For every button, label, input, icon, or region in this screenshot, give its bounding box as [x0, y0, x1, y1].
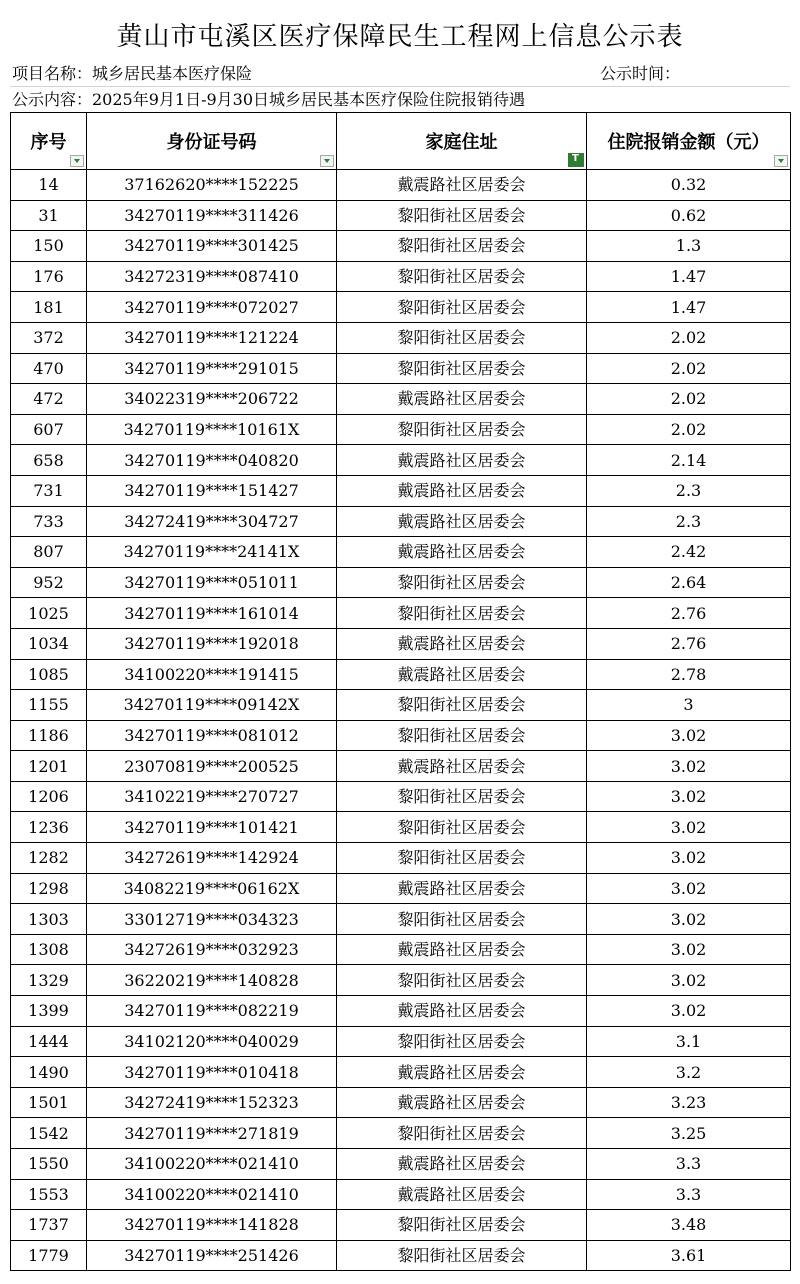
cell-index: 1303 — [11, 904, 87, 935]
cell-amount: 3.02 — [587, 965, 791, 996]
cell-amount: 2.02 — [587, 414, 791, 445]
cell-amount: 2.78 — [587, 659, 791, 690]
cell-address: 黎阳街社区居委会 — [337, 231, 587, 262]
cell-address: 戴震路社区居委会 — [337, 506, 587, 537]
cell-address: 戴震路社区居委会 — [337, 170, 587, 201]
cell-index: 1236 — [11, 812, 87, 843]
cell-address: 黎阳街社区居委会 — [337, 292, 587, 323]
table-row — [11, 475, 791, 506]
cell-address: 戴震路社区居委会 — [337, 537, 587, 568]
cell-index: 1550 — [11, 1149, 87, 1180]
cell-address: 戴震路社区居委会 — [337, 628, 587, 659]
cell-amount: 3.02 — [587, 873, 791, 904]
cell-id-number: 34270119****24141X — [87, 537, 337, 568]
cell-id-number: 33012719****034323 — [87, 904, 337, 935]
table-row — [11, 751, 791, 782]
table-row — [11, 628, 791, 659]
cell-id-number: 34270119****192018 — [87, 628, 337, 659]
data-table — [10, 112, 791, 1271]
cell-address: 黎阳街社区居委会 — [337, 261, 587, 292]
cell-amount: 3.25 — [587, 1118, 791, 1149]
cell-amount: 3.61 — [587, 1240, 791, 1271]
table-row — [11, 1240, 791, 1271]
cell-index: 1282 — [11, 843, 87, 874]
cell-index: 1155 — [11, 690, 87, 721]
table-row — [11, 506, 791, 537]
cell-amount: 2.42 — [587, 537, 791, 568]
cell-amount: 0.32 — [587, 170, 791, 201]
cell-id-number: 34270119****082219 — [87, 996, 337, 1027]
cell-index: 1542 — [11, 1118, 87, 1149]
cell-address: 黎阳街社区居委会 — [337, 200, 587, 231]
cell-index: 472 — [11, 384, 87, 415]
cell-index: 176 — [11, 261, 87, 292]
table-row — [11, 322, 791, 353]
table-row — [11, 843, 791, 874]
cell-amount: 3.3 — [587, 1149, 791, 1180]
cell-index: 470 — [11, 353, 87, 384]
cell-address: 戴震路社区居委会 — [337, 445, 587, 476]
cell-id-number: 34270119****10161X — [87, 414, 337, 445]
table-row — [11, 904, 791, 935]
cell-amount: 3.02 — [587, 812, 791, 843]
publish-content: 公示内容：2025年9月1日-9月30日城乡居民基本医疗保险住院报销待遇 — [12, 90, 526, 109]
cell-address: 黎阳街社区居委会 — [337, 843, 587, 874]
table-row — [11, 720, 791, 751]
cell-address: 黎阳街社区居委会 — [337, 1026, 587, 1057]
table-row — [11, 353, 791, 384]
cell-amount: 2.02 — [587, 384, 791, 415]
cell-id-number: 34270119****291015 — [87, 353, 337, 384]
cell-amount: 3.23 — [587, 1087, 791, 1118]
cell-index: 1399 — [11, 996, 87, 1027]
header-cell-id — [87, 113, 337, 170]
cell-index: 372 — [11, 322, 87, 353]
table-header-row — [11, 113, 791, 170]
cell-address: 黎阳街社区居委会 — [337, 567, 587, 598]
header-cell-amount — [587, 113, 791, 170]
cell-id-number: 34272319****087410 — [87, 261, 337, 292]
cell-amount: 2.64 — [587, 567, 791, 598]
cell-id-number: 34100220****021410 — [87, 1179, 337, 1210]
cell-index: 1085 — [11, 659, 87, 690]
cell-address: 黎阳街社区居委会 — [337, 353, 587, 384]
cell-index: 31 — [11, 200, 87, 231]
cell-index: 150 — [11, 231, 87, 262]
table-row — [11, 1210, 791, 1241]
cell-index: 1779 — [11, 1240, 87, 1271]
cell-amount: 2.76 — [587, 628, 791, 659]
table-row — [11, 200, 791, 231]
cell-address: 黎阳街社区居委会 — [337, 322, 587, 353]
cell-id-number: 34270119****151427 — [87, 475, 337, 506]
cell-index: 1444 — [11, 1026, 87, 1057]
cell-address: 黎阳街社区居委会 — [337, 812, 587, 843]
table-body — [11, 170, 791, 1271]
header-cell-index — [11, 113, 87, 170]
cell-amount: 3.02 — [587, 751, 791, 782]
cell-id-number: 34270119****010418 — [87, 1057, 337, 1088]
cell-id-number: 34102219****270727 — [87, 781, 337, 812]
cell-id-number: 34100220****021410 — [87, 1149, 337, 1180]
cell-amount: 3.02 — [587, 996, 791, 1027]
cell-amount: 2.3 — [587, 506, 791, 537]
header-label-index: 序号 — [30, 132, 67, 153]
cell-address: 黎阳街社区居委会 — [337, 690, 587, 721]
table-row — [11, 873, 791, 904]
cell-address: 黎阳街社区居委会 — [337, 1240, 587, 1271]
table-row — [11, 292, 791, 323]
cell-amount: 2.02 — [587, 322, 791, 353]
header-cell-address — [337, 113, 587, 170]
cell-address: 黎阳街社区居委会 — [337, 781, 587, 812]
cell-id-number: 34270119****101421 — [87, 812, 337, 843]
cell-id-number: 34270119****161014 — [87, 598, 337, 629]
cell-id-number: 34270119****040820 — [87, 445, 337, 476]
cell-amount: 1.47 — [587, 261, 791, 292]
cell-address: 戴震路社区居委会 — [337, 659, 587, 690]
cell-index: 607 — [11, 414, 87, 445]
table-row — [11, 996, 791, 1027]
cell-address: 戴震路社区居委会 — [337, 1179, 587, 1210]
cell-index: 1186 — [11, 720, 87, 751]
table-row — [11, 1026, 791, 1057]
cell-index: 1501 — [11, 1087, 87, 1118]
table-row — [11, 261, 791, 292]
cell-address: 戴震路社区居委会 — [337, 1057, 587, 1088]
cell-id-number: 34272419****152323 — [87, 1087, 337, 1118]
cell-id-number: 37162620****152225 — [87, 170, 337, 201]
cell-id-number: 34270119****251426 — [87, 1240, 337, 1271]
table-row — [11, 445, 791, 476]
cell-id-number: 34270119****081012 — [87, 720, 337, 751]
cell-amount: 3.02 — [587, 904, 791, 935]
table-row — [11, 1149, 791, 1180]
table-row — [11, 659, 791, 690]
cell-id-number: 34270119****271819 — [87, 1118, 337, 1149]
table-row — [11, 598, 791, 629]
cell-address: 戴震路社区居委会 — [337, 475, 587, 506]
cell-index: 952 — [11, 567, 87, 598]
cell-id-number: 34270119****051011 — [87, 567, 337, 598]
cell-index: 731 — [11, 475, 87, 506]
cell-id-number: 34270119****072027 — [87, 292, 337, 323]
table-row — [11, 781, 791, 812]
cell-index: 1490 — [11, 1057, 87, 1088]
filter-dropdown-icon[interactable] — [774, 155, 788, 167]
filter-dropdown-icon[interactable] — [70, 155, 84, 167]
table-row — [11, 567, 791, 598]
cell-id-number: 23070819****200525 — [87, 751, 337, 782]
cell-index: 1553 — [11, 1179, 87, 1210]
cell-index: 1329 — [11, 965, 87, 996]
header-label-address: 家庭住址 — [425, 132, 498, 153]
header-label-amount: 住院报销金额（元） — [607, 132, 770, 153]
cell-amount: 3.02 — [587, 720, 791, 751]
table-row — [11, 1057, 791, 1088]
cell-amount: 2.3 — [587, 475, 791, 506]
cell-index: 1201 — [11, 751, 87, 782]
cell-amount: 1.47 — [587, 292, 791, 323]
cell-amount: 3.02 — [587, 781, 791, 812]
filter-dropdown-icon[interactable] — [320, 155, 334, 167]
table-row — [11, 537, 791, 568]
cell-address: 戴震路社区居委会 — [337, 1087, 587, 1118]
cell-id-number: 34272619****032923 — [87, 934, 337, 965]
table-row — [11, 384, 791, 415]
cell-id-number: 34272619****142924 — [87, 843, 337, 874]
cell-amount: 2.14 — [587, 445, 791, 476]
cell-index: 1206 — [11, 781, 87, 812]
table-row — [11, 231, 791, 262]
cell-id-number: 34270119****09142X — [87, 690, 337, 721]
header-label-id: 身份证号码 — [166, 132, 257, 153]
cell-amount: 0.62 — [587, 200, 791, 231]
cell-amount: 3.3 — [587, 1179, 791, 1210]
table-row — [11, 934, 791, 965]
cell-address: 黎阳街社区居委会 — [337, 414, 587, 445]
cell-index: 14 — [11, 170, 87, 201]
table-row — [11, 1087, 791, 1118]
cell-amount: 3 — [587, 690, 791, 721]
cell-amount: 3.02 — [587, 843, 791, 874]
cell-amount: 1.3 — [587, 231, 791, 262]
cell-index: 1025 — [11, 598, 87, 629]
cell-amount: 2.02 — [587, 353, 791, 384]
table-row — [11, 812, 791, 843]
cell-address: 黎阳街社区居委会 — [337, 1210, 587, 1241]
cell-id-number: 34102120****040029 — [87, 1026, 337, 1057]
cell-amount: 3.02 — [587, 934, 791, 965]
cell-index: 1034 — [11, 628, 87, 659]
table-row — [11, 1118, 791, 1149]
filter-active-icon[interactable] — [568, 153, 584, 167]
cell-amount: 3.2 — [587, 1057, 791, 1088]
cell-address: 黎阳街社区居委会 — [337, 598, 587, 629]
cell-address: 戴震路社区居委会 — [337, 1149, 587, 1180]
table-row — [11, 414, 791, 445]
page-title: 黄山市屯溪区医疗保障民生工程网上信息公示表 — [116, 22, 684, 52]
cell-address: 戴震路社区居委会 — [337, 934, 587, 965]
cell-address: 戴震路社区居委会 — [337, 384, 587, 415]
cell-address: 戴震路社区居委会 — [337, 996, 587, 1027]
meta-row-project — [10, 62, 790, 87]
cell-index: 1298 — [11, 873, 87, 904]
meta-row-content — [10, 88, 790, 113]
cell-amount: 2.76 — [587, 598, 791, 629]
cell-index: 1308 — [11, 934, 87, 965]
cell-amount: 3.1 — [587, 1026, 791, 1057]
cell-address: 黎阳街社区居委会 — [337, 1118, 587, 1149]
cell-id-number: 34270119****301425 — [87, 231, 337, 262]
table-row — [11, 690, 791, 721]
publish-time: 公示时间： — [600, 64, 681, 83]
cell-id-number: 34270119****141828 — [87, 1210, 337, 1241]
cell-address: 黎阳街社区居委会 — [337, 965, 587, 996]
table-row — [11, 1179, 791, 1210]
cell-id-number: 34270119****121224 — [87, 322, 337, 353]
cell-id-number: 34272419****304727 — [87, 506, 337, 537]
cell-address: 黎阳街社区居委会 — [337, 904, 587, 935]
cell-index: 807 — [11, 537, 87, 568]
table-row — [11, 170, 791, 201]
cell-address: 戴震路社区居委会 — [337, 873, 587, 904]
cell-id-number: 34270119****311426 — [87, 200, 337, 231]
cell-id-number: 36220219****140828 — [87, 965, 337, 996]
cell-amount: 3.48 — [587, 1210, 791, 1241]
cell-id-number: 34100220****191415 — [87, 659, 337, 690]
cell-index: 733 — [11, 506, 87, 537]
cell-id-number: 34082219****06162X — [87, 873, 337, 904]
cell-address: 戴震路社区居委会 — [337, 751, 587, 782]
cell-index: 1737 — [11, 1210, 87, 1241]
project-name: 项目名称：城乡居民基本医疗保险 — [12, 64, 253, 83]
cell-address: 黎阳街社区居委会 — [337, 720, 587, 751]
cell-id-number: 34022319****206722 — [87, 384, 337, 415]
table-row — [11, 965, 791, 996]
cell-index: 658 — [11, 445, 87, 476]
cell-index: 181 — [11, 292, 87, 323]
